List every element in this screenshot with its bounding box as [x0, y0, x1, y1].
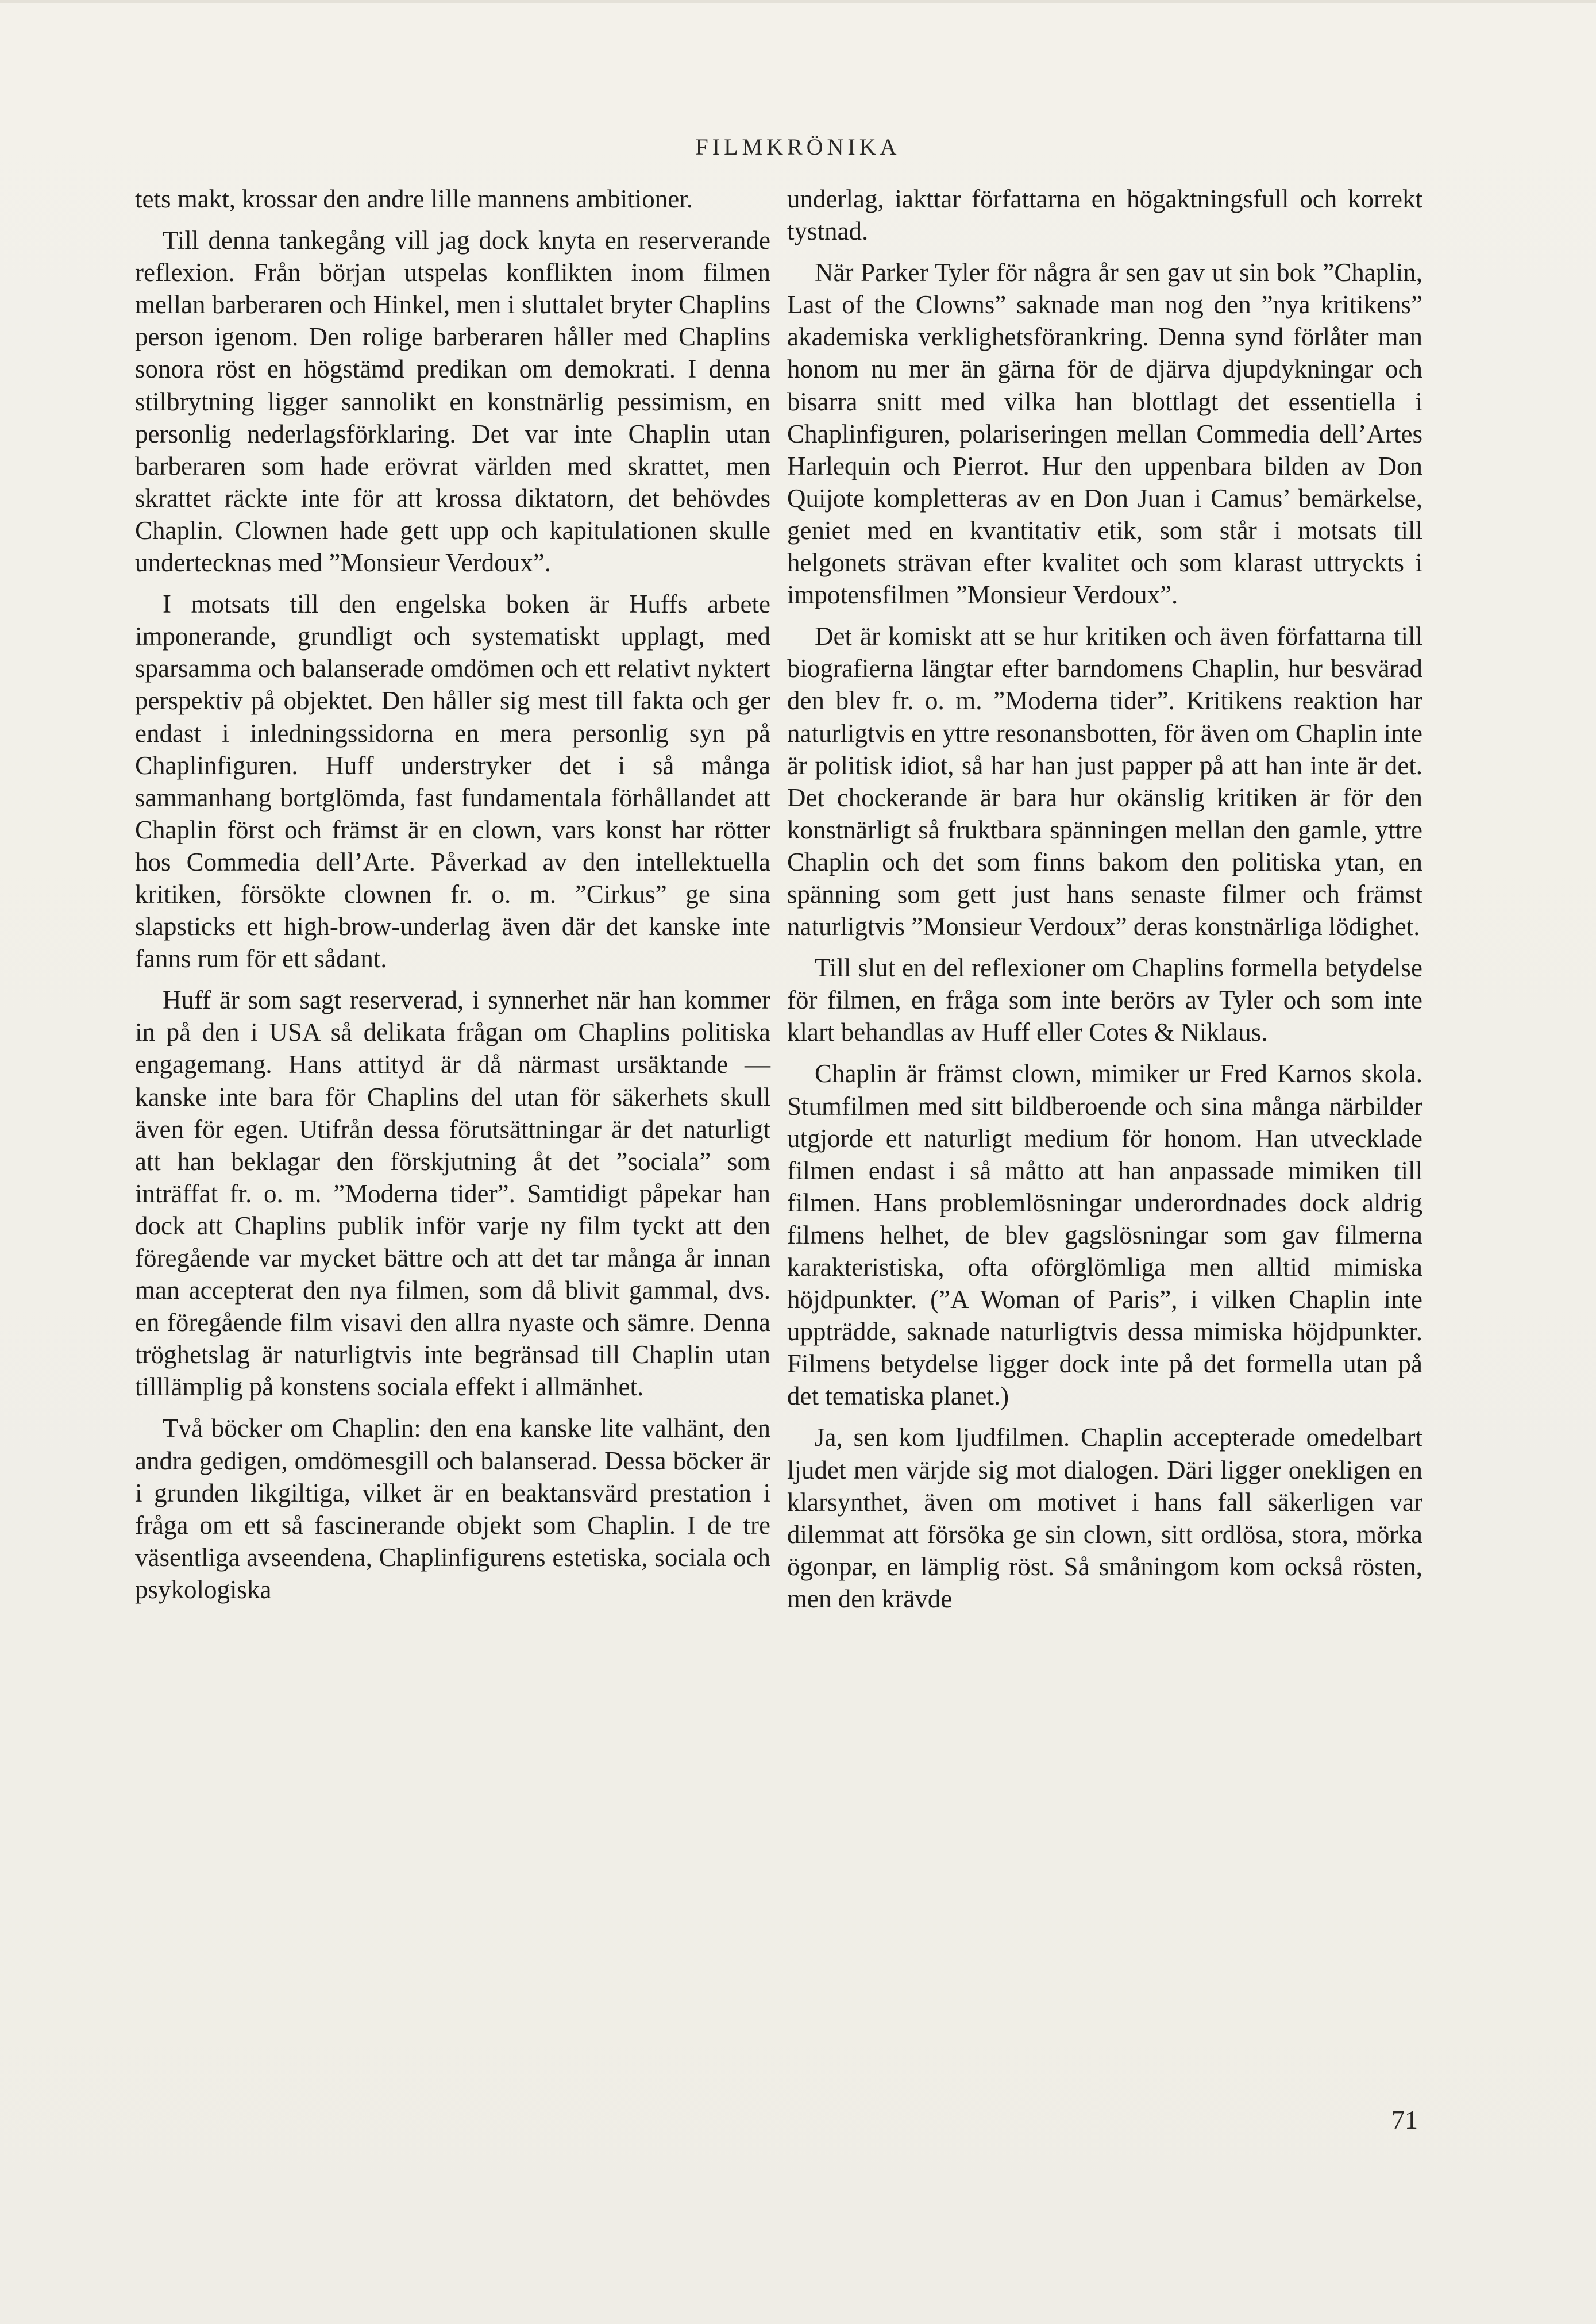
paragraph: tets makt, krossar den andre lille mannens ambitioner.	[135, 184, 693, 213]
page-number: 71	[1391, 2105, 1418, 2134]
paragraph: Huff är som sagt reserverad, i synnerhet när han kommer in på den i USA så delikata frågan om Chaplins politiska engagemang. Hans attityd är då närmast ursäktande — kanske inte bara för Chaplins del utan för säkerhets skull även för egen. Utifrån dessa förutsättningar är det naturligt att han beklagar den förskjutning åt det ”sociala” som inträffat fr. o. m. ”Moderna tider”. Samtidigt påpekar han dock att Chaplins publik inför varje ny film tyckt att den föregående var mycket bättre och att det tar många år innan man accepterat den nya filmen, som då blivit gammal, dvs. en föregående film visavi den allra nyaste och sämre. Denna tröghetslag är naturligtvis inte begränsad till Chaplin utan tilllämplig på konstens sociala effekt i allmänhet.	[135, 986, 770, 1402]
paragraph: Till denna tankegång vill jag dock knyta en reserverande reflexion. Från början utspelas konflikten inom filmen mellan barberaren och Hinkel, men i sluttalet bryter Chaplins person igenom. Den rolige barberaren håller med Chaplins sonora röst en högstämd predikan om demokrati. I denna stilbrytning ligger sannolikt en konstnärlig pessimism, en personlig nederlagsförklaring. Det var inte Chaplin utan barberaren som hade erövrat världen med skrattet, men skrattet räckte inte för att krossa diktatorn, det behövdes Chaplin. Clownen hade gett upp och kapitulationen skulle undertecknas med ”Monsieur Verdoux”.	[135, 226, 770, 578]
paragraph: Chaplin är främst clown, mimiker ur Fred Karnos skola. Stumfilmen med sitt bildberoende och sina många närbilder utgjorde ett naturligt medium för honom. Han utvecklade filmen endast i så måtto att han anpassade mimiken till filmen. Hans problemlösningar underordnades dock aldrig filmens helhet, de blev gagslösningar som gav filmerna karakteristiska, ofta oförglömliga men alltid mimiska höjdpunkter. (”A Woman of Paris”, i vilken Chaplin inte uppträdde, saknade naturligtvis dessa mimiska höjdpunkter. Filmens betydelse ligger dock inte på det formella utan på det tematiska planet.)	[787, 1059, 1422, 1411]
paragraph: När Parker Tyler för några år sen gav ut sin bok ”Chaplin, Last of the Clowns” saknade man nog den ”nya kritikens” akademiska verklighetsförankring. Denna synd förlåter man honom nu mer än gärna för de djärva djupdykningar och bisarra snitt med vilka han blottlagt det essentiella i Chaplinfiguren, polariseringen mellan Commedia dell’Artes Harlequin och Pierrot. Hur den uppenbara bilden av Don Quijote kompletteras av en Don Juan i Camus’ bemärkelse, geniet med en kvantitativ etik, som står i motsats till helgonets strävan efter kvalitet och som klarast uttryckts i impotensfilmen ”Monsieur Verdoux”.	[787, 258, 1422, 610]
paragraph: Det är komiskt att se hur kritiken och även författarna till biografierna längtar efter barndomens Chaplin, hur besvärad den blev fr. o. m. ”Moderna tider”. Kritikens reaktion har naturligtvis en yttre resonansbotten, för även om Chaplin inte är politisk idiot, så har han just papper på att han inte är det. Det chockerande är bara hur okänslig kritiken är för den konstnärligt så fruktbara spänningen mellan den gamle, yttre Chaplin och det som finns bakom den politiska ytan, en spänning som gett just hans senaste filmer och främst naturligtvis ”Monsieur Verdoux” deras konstnärliga lödighet.	[787, 622, 1422, 941]
left-column	[135, 183, 770, 1606]
paragraph: Två böcker om Chaplin: den ena kanske lite valhänt, den andra gedigen, omdömesgill och balanserad. Dessa böcker är i grunden likgiltiga, vilket är en beaktansvärd prestation i fråga om ett så fascinerande objekt som Chaplin. I de tre väsentliga avseendena, Chaplinfigurens estetiska, sociala och psykologiska	[135, 1414, 770, 1604]
paragraph: I motsats till den engelska boken är Huffs arbete imponerande, grundligt och systematiskt upplagt, med sparsamma och balanserade omdömen och ett relativt nyktert perspektiv på objektet. Den håller sig mest till fakta och ger endast i inledningssidorna en mera personlig syn på Chaplinfiguren. Huff understryker det i så många sammanhang bortglömda, fast fundamentala förhållandet att Chaplin först och främst är en clown, vars konst har rötter hos Commedia dell’Arte. Påverkad av den intellektuella kritiken, försökte clownen fr. o. m. ”Cirkus” ge sina slapsticks ett high-brow-underlag även där det kanske inte fanns rum för ett sådant.	[135, 590, 770, 974]
running-head: FILMKRÖNIKA	[695, 134, 901, 160]
right-column	[787, 183, 1422, 1615]
paragraph: Ja, sen kom ljudfilmen. Chaplin accepterade omedelbart ljudet men värjde sig mot dialogen. Däri ligger onekligen en klarsynthet, även om motivet i hans fall säkerligen var dilemmat att försöka ge sin clown, sitt ordlösa, stora, mörka ögonpar, en lämplig röst. Så småningom kom också rösten, men den krävde	[787, 1423, 1422, 1613]
page-edge	[0, 0, 1596, 3]
paragraph: Till slut en del reflexioner om Chaplins formella betydelse för filmen, en fråga som inte berörs av Tyler och som inte klart behandlas av Huff eller Cotes & Niklaus.	[787, 953, 1422, 1047]
paragraph: underlag, iakttar författarna en högaktningsfull och korrekt tystnad.	[787, 184, 1422, 246]
